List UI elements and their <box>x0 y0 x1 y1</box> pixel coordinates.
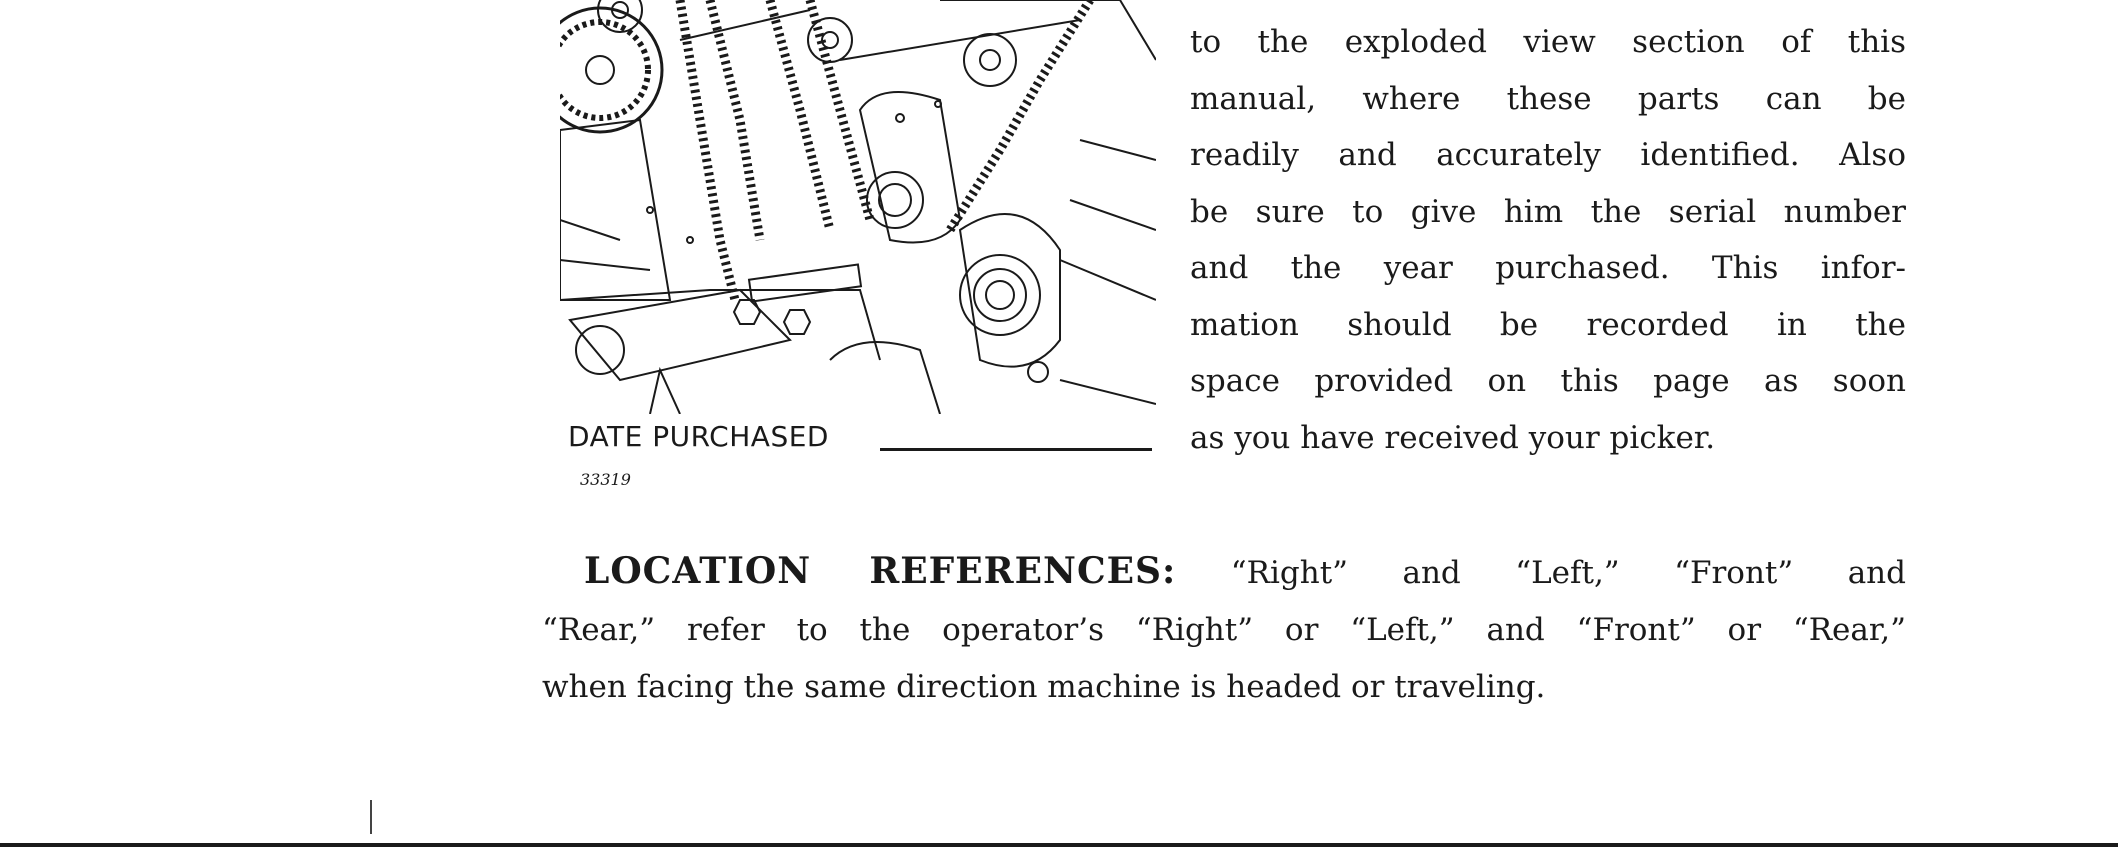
page-bottom-rule <box>0 843 2118 847</box>
figure-number: 33319 <box>580 470 631 489</box>
paragraph-line: manual, where these parts can be <box>1190 80 1906 117</box>
parts-ordering-paragraph <box>1190 14 1906 466</box>
date-purchased-label: DATE PURCHASED <box>568 420 829 453</box>
location-references-text: “Right” and “Left,” “Front” and <box>1230 555 1906 591</box>
paragraph-line: mation should be recorded in the <box>1190 306 1906 343</box>
paragraph-line: as you have received your picker. <box>1190 419 1716 456</box>
margin-mark <box>370 800 372 834</box>
paragraph-line: “Rear,” refer to the operator’s “Right” or “Left,” and “Front” or “Rear,” <box>542 612 1906 648</box>
paragraph-line: space provided on this page as soon <box>1190 363 1906 399</box>
location-references-paragraph <box>542 543 1906 716</box>
location-references-heading: LOCATION REFERENCES: <box>584 550 1177 592</box>
paragraph-line: readily and accurately identified. Also <box>1190 137 1906 173</box>
picker-chain-drive-illustration <box>560 0 1156 414</box>
paragraph-line: and the year purchased. This infor- <box>1190 250 1906 286</box>
date-purchased-blank-line <box>880 448 1152 451</box>
paragraph-line: be sure to give him the serial number <box>1190 193 1906 230</box>
paragraph-line: to the exploded view section of this <box>1190 24 1906 60</box>
paragraph-line <box>542 543 1906 602</box>
paragraph-line: when facing the same direction machine is headed or traveling. <box>542 669 1546 705</box>
